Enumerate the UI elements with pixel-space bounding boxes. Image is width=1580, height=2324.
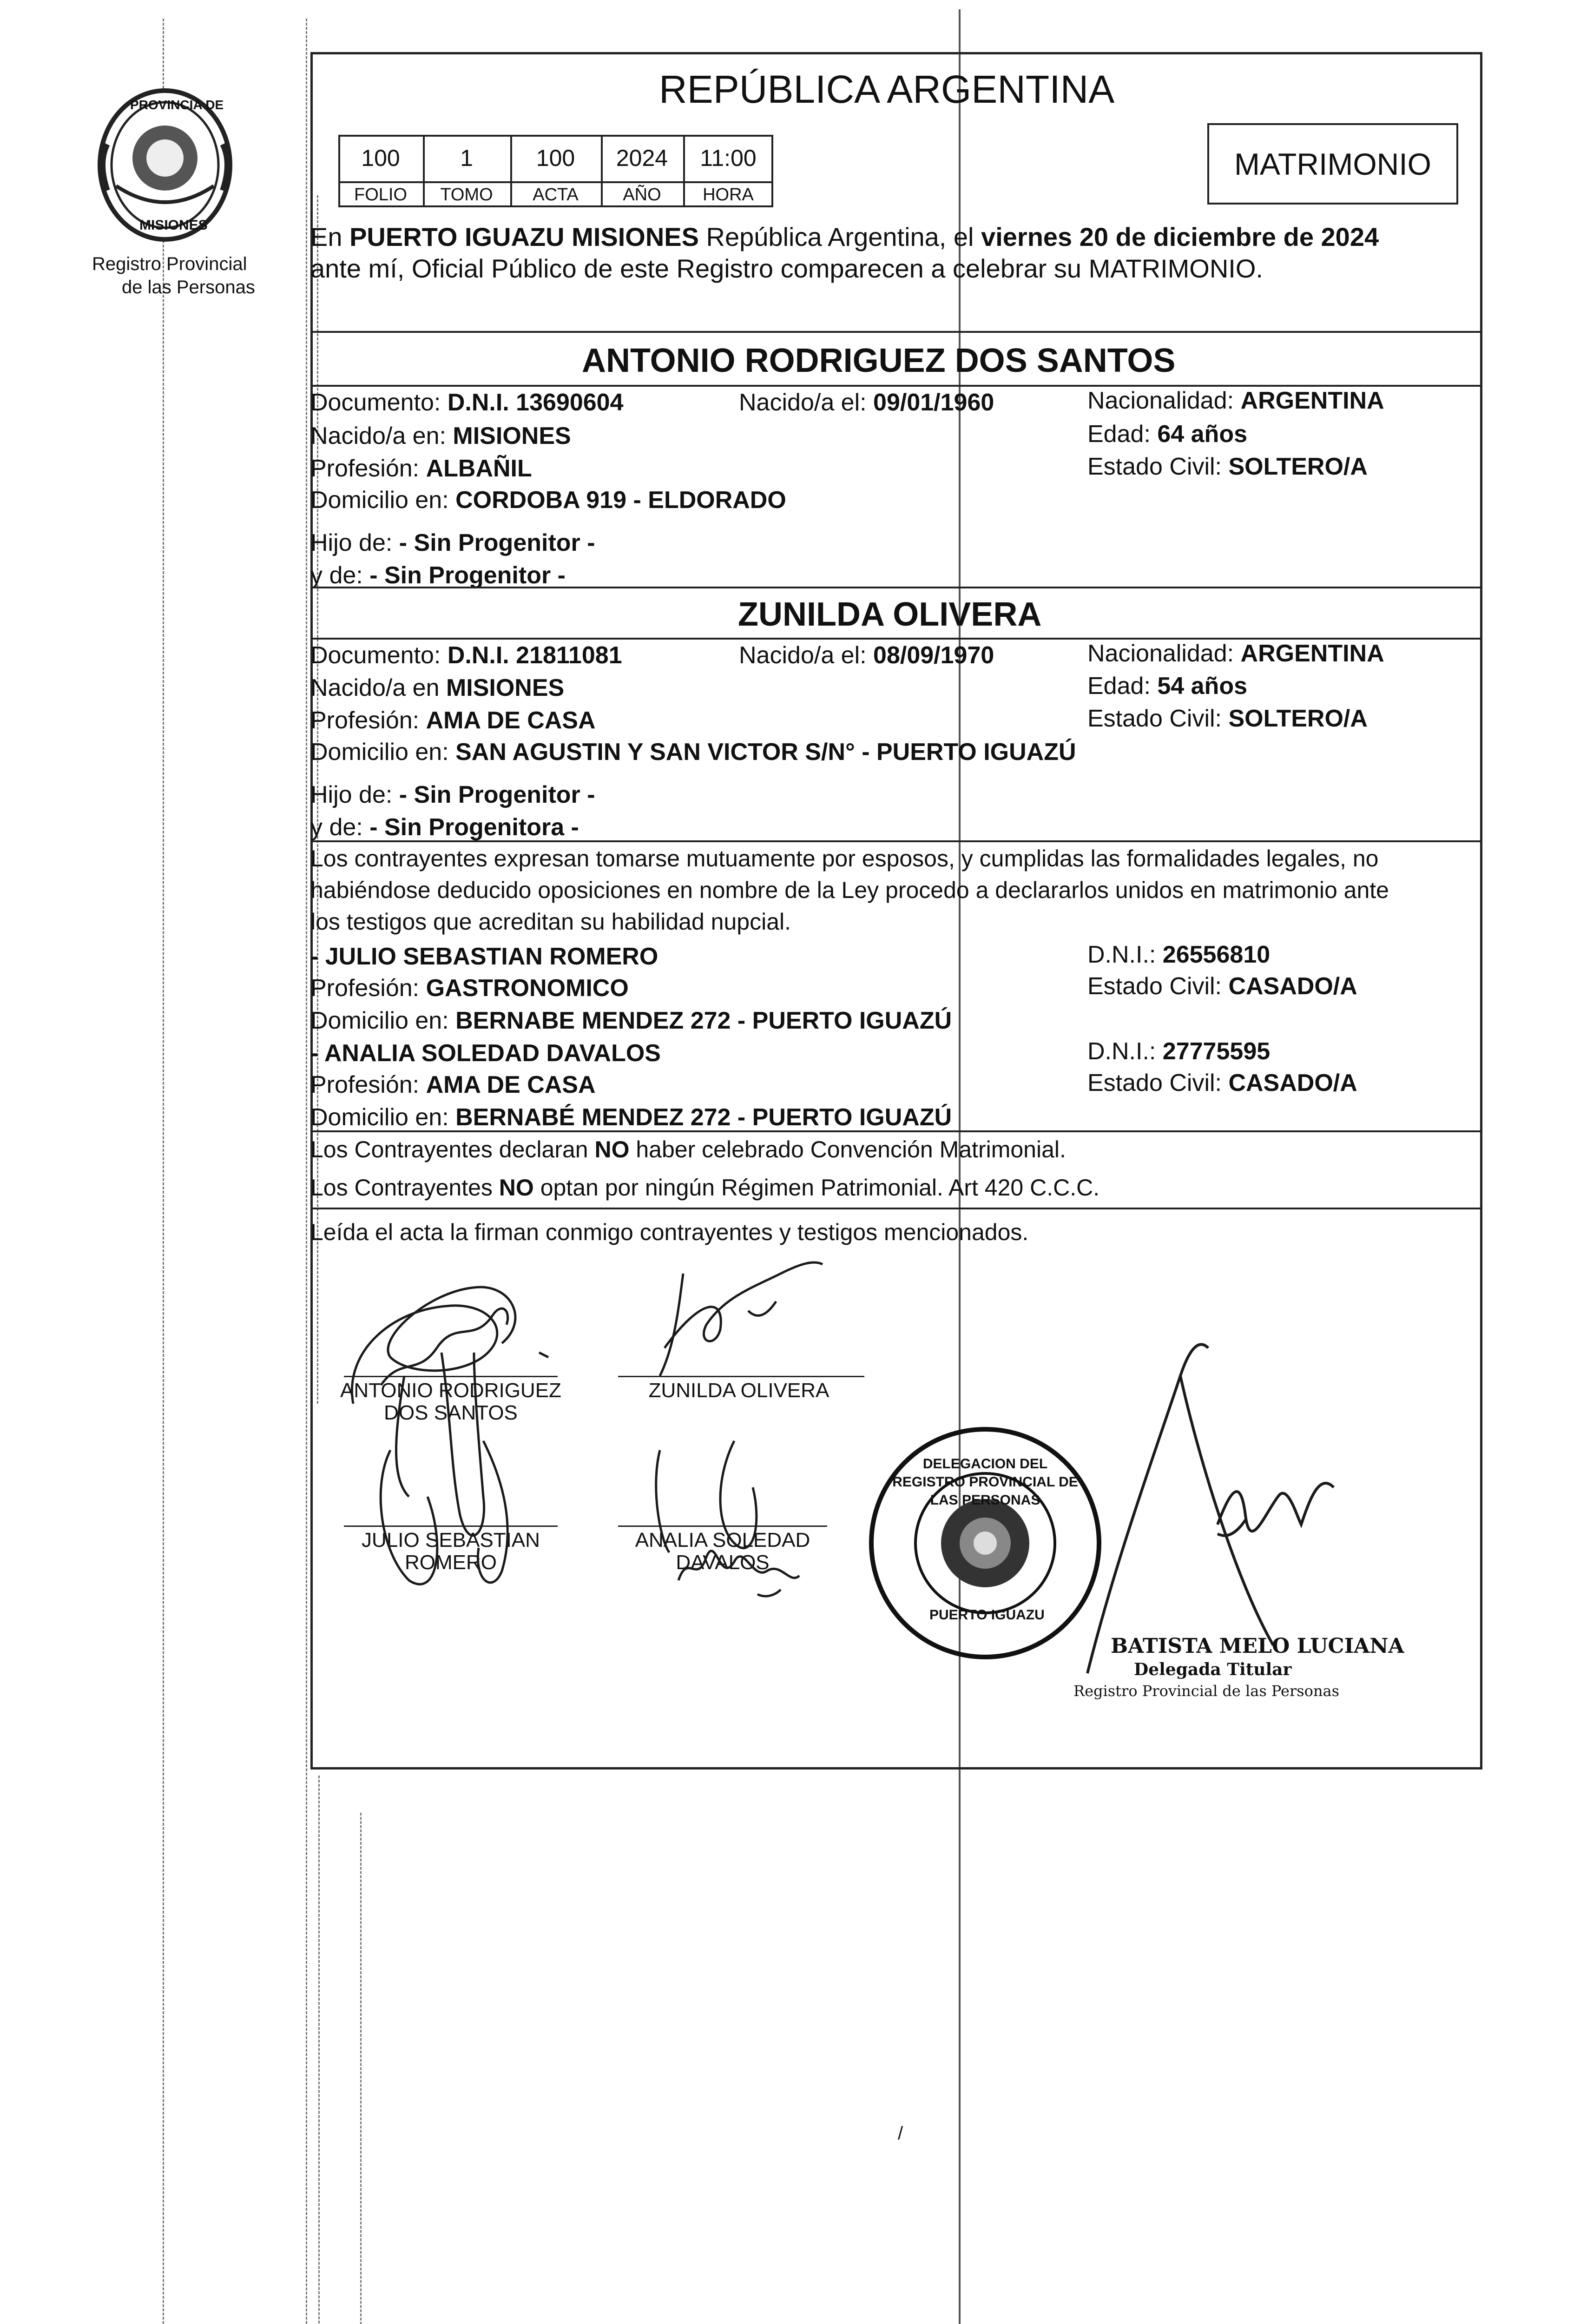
- field-value: BERNABE MENDEZ 272 - PUERTO IGUAZÚ: [455, 1007, 952, 1034]
- signature-label-line: ZUNILDA OLIVERA: [648, 1379, 830, 1402]
- field-value: CASADO/A: [1228, 1070, 1357, 1096]
- registry-label-line2: de las Personas: [122, 277, 255, 297]
- acta-label: ACTA: [533, 185, 579, 205]
- field-label: Domicilio en:: [310, 487, 456, 514]
- bride-nationality: [1087, 641, 1384, 666]
- doc-type-label: MATRIMONIO: [1234, 146, 1432, 181]
- field-value: ARGENTINA: [1240, 640, 1384, 667]
- field-value: SAN AGUSTIN Y SAN VICTOR S/N° - PUERTO IGUAZÚ: [455, 739, 1076, 766]
- folio-value: 100: [361, 145, 400, 171]
- field-value: 08/09/1970: [873, 642, 994, 669]
- field-label: Edad:: [1087, 673, 1158, 700]
- field-label: y de:: [310, 814, 370, 841]
- field-value: CASADO/A: [1228, 973, 1357, 1000]
- field-value: - Sin Progenitor -: [399, 781, 595, 808]
- page-title: REPÚBLICA ARGENTINA: [659, 67, 1115, 111]
- groom-address: [310, 488, 786, 512]
- field-label: Edad:: [1087, 421, 1158, 448]
- field-label: Estado Civil:: [1087, 453, 1229, 480]
- regime-line-2: [310, 1176, 1099, 1199]
- field-value: MISIONES: [446, 674, 565, 701]
- witness-2-signature: [641, 1432, 855, 1618]
- field-label: Profesión:: [310, 975, 426, 1002]
- field-value: GASTRONOMICO: [426, 975, 629, 1002]
- field-label: Estado Civil:: [1087, 973, 1229, 1000]
- seal-top-text: PROVINCIA DE: [130, 98, 224, 112]
- section-divider: [310, 331, 1482, 333]
- bride-parent-1: [310, 783, 595, 807]
- field-value: - Sin Progenitor -: [369, 562, 566, 589]
- official-role: Delegada Titular: [1134, 1660, 1292, 1679]
- intro-part-3: República Argentina, el: [699, 222, 981, 251]
- witness-2-profession: [310, 1073, 596, 1097]
- scan-dashed-line: [360, 1813, 362, 2324]
- regime-text: Los Contrayentes: [310, 1175, 499, 1201]
- bride-document: [310, 643, 622, 667]
- closing-statement: Leída el acta la firman conmigo contrayentes y testigos mencionados.: [310, 1219, 1029, 1245]
- section-divider: [310, 1208, 1482, 1209]
- field-label: Documento:: [310, 642, 448, 669]
- intro-line-2: ante mí, Oficial Público de este Registro comparecen a celebrar su MATRIMONIO.: [310, 254, 1263, 283]
- field-value: - Sin Progenitora -: [369, 814, 579, 841]
- witness-2-address: [310, 1105, 952, 1129]
- field-value: ARGENTINA: [1240, 387, 1384, 414]
- scan-dashed-line: [306, 19, 307, 2324]
- field-label: Profesión:: [310, 1071, 426, 1098]
- declaration-line-2: habiéndose deducido oposiciones en nombre de la Ley procedo a declararlos unidos en matrimonio ante: [310, 877, 1389, 903]
- field-label: Domicilio en:: [310, 739, 456, 766]
- regime-emphasis: NO: [594, 1136, 630, 1162]
- field-label: Profesión:: [310, 707, 426, 734]
- field-label: D.N.I.:: [1087, 1038, 1163, 1065]
- bride-birthplace: [310, 676, 564, 700]
- field-value: 26556810: [1162, 941, 1271, 968]
- witness-2-name: - ANALIA SOLEDAD DAVALOS: [310, 1040, 661, 1067]
- regime-emphasis: NO: [499, 1175, 534, 1201]
- section-divider: [310, 1130, 1482, 1132]
- field-value: AMA DE CASA: [426, 1071, 596, 1098]
- witness-1-address: [310, 1009, 952, 1033]
- field-value: SOLTERO/A: [1228, 705, 1368, 732]
- groom-nationality: [1087, 389, 1384, 413]
- acta-value: 100: [536, 145, 575, 171]
- bride-address: [310, 740, 1076, 764]
- scan-dashed-line: [318, 1776, 320, 2324]
- field-label: Domicilio en:: [310, 1104, 456, 1131]
- intro-date: viernes 20 de diciembre de 2024: [981, 222, 1379, 251]
- field-value: - Sin Progenitor -: [399, 529, 595, 556]
- field-label: Estado Civil:: [1087, 705, 1229, 732]
- scan-dashed-line: [163, 19, 164, 2324]
- intro-part-1: En: [310, 222, 350, 251]
- intro-place: PUERTO IGUAZU MISIONES: [349, 222, 699, 251]
- field-label: Hijo de:: [310, 529, 399, 556]
- bride-name: ZUNILDA OLIVERA: [738, 596, 1042, 633]
- field-value: D.N.I. 21811081: [447, 642, 622, 669]
- field-value: 09/01/1960: [873, 389, 994, 416]
- field-value: AMA DE CASA: [426, 707, 596, 734]
- signature-label-line: JULIO SEBASTIAN: [362, 1529, 540, 1552]
- declaration-line-3: los testigos que acreditan su habilidad nupcial.: [310, 909, 791, 935]
- field-label: Nacido/a el:: [739, 642, 874, 669]
- bride-profession: [310, 708, 596, 733]
- regime-text: optan por ningún Régimen Patrimonial. Art 420 C.C.C.: [533, 1175, 1100, 1201]
- section-divider: [310, 638, 1482, 640]
- groom-age: [1087, 422, 1247, 446]
- groom-parent-2: [310, 563, 566, 588]
- field-label: Domicilio en:: [310, 1007, 456, 1034]
- tomo-value: 1: [460, 145, 473, 171]
- signature-label-line: ANALIA SOLEDAD: [635, 1529, 810, 1552]
- intro-line-1: [310, 224, 1379, 250]
- witness-1-name: - JULIO SEBASTIAN ROMERO: [310, 943, 658, 970]
- groom-profession: [310, 456, 532, 481]
- bride-signature: [646, 1255, 841, 1385]
- witness-1-profession: [310, 976, 629, 1000]
- field-value: BERNABÉ MENDEZ 272 - PUERTO IGUAZÚ: [455, 1104, 952, 1131]
- seal-ring-text: DELEGACION DEL REGISTRO PROVINCIAL DE LAS PERSONAS: [892, 1456, 1078, 1508]
- declaration-line-1: Los contrayentes expresan tomarse mutuamente por esposos, y cumplidas las formalidades legales, no: [310, 845, 1379, 872]
- groom-civil-status: [1087, 455, 1368, 479]
- witness-2-dni: [1087, 1039, 1270, 1063]
- field-value: SOLTERO/A: [1228, 453, 1368, 480]
- year-label: AÑO: [623, 185, 661, 205]
- groom-birthdate: [739, 390, 994, 415]
- groom-name: ANTONIO RODRIGUEZ DOS SANTOS: [582, 342, 1176, 379]
- signature-label-line: ANTONIO RODRIGUEZ: [340, 1379, 561, 1402]
- witness-1-dni: [1087, 943, 1270, 967]
- hour-value: 11:00: [700, 145, 757, 171]
- folio-label: FOLIO: [354, 185, 408, 205]
- groom-birthplace: [310, 424, 571, 448]
- bride-parent-2: [310, 815, 579, 839]
- field-label: y de:: [310, 562, 370, 589]
- field-value: ALBAÑIL: [426, 455, 532, 482]
- section-divider: [310, 587, 1482, 588]
- section-divider: [310, 840, 1482, 842]
- field-value: 54 años: [1157, 673, 1247, 700]
- year-value: 2024: [616, 145, 668, 171]
- field-label: Estado Civil:: [1087, 1070, 1229, 1096]
- province-seal: [88, 88, 242, 242]
- field-label: Profesión:: [310, 455, 426, 482]
- field-value: CORDOBA 919 - ELDORADO: [455, 487, 786, 514]
- field-value: 27775595: [1162, 1038, 1271, 1065]
- field-label: Nacionalidad:: [1087, 640, 1241, 667]
- section-divider: [310, 385, 1482, 387]
- signature-label-line: DOS SANTOS: [384, 1401, 518, 1425]
- field-label: Nacido/a en:: [310, 423, 453, 449]
- field-label: Nacido/a en: [310, 674, 446, 701]
- field-value: MISIONES: [453, 423, 571, 449]
- groom-parent-1: [310, 531, 595, 555]
- field-label: Documento:: [310, 389, 448, 416]
- bride-civil-status: [1087, 706, 1368, 731]
- field-value: 64 años: [1157, 421, 1247, 448]
- registry-label-line1: Registro Provincial: [92, 254, 247, 274]
- signature-label-line: DAVALOS: [676, 1551, 770, 1574]
- regime-text: haber celebrado Convención Matrimonial.: [629, 1136, 1066, 1162]
- field-label: D.N.I.:: [1087, 941, 1163, 968]
- official-signature: [1060, 1320, 1357, 1683]
- groom-document: [310, 390, 624, 415]
- field-value: D.N.I. 13690604: [447, 389, 624, 416]
- field-label: Nacionalidad:: [1087, 387, 1241, 414]
- bride-age: [1087, 674, 1247, 698]
- regime-line-1: [310, 1138, 1066, 1161]
- bride-birthdate: [739, 643, 994, 667]
- seal-bottom-text: MISIONES: [139, 218, 208, 233]
- scan-mark: /: [898, 2123, 903, 2144]
- regime-text: Los Contrayentes declaran: [310, 1136, 595, 1162]
- seal-city-text: PUERTO IGUAZU: [929, 1607, 1045, 1623]
- witness-2-civil-status: [1087, 1071, 1357, 1095]
- signature-label-line: ROMERO: [405, 1551, 497, 1574]
- field-label: Hijo de:: [310, 781, 399, 808]
- doc-type-box: [1207, 123, 1458, 205]
- hour-label: HORA: [703, 185, 754, 205]
- witness-1-civil-status: [1087, 974, 1357, 998]
- witness-1-signature: [362, 1432, 558, 1594]
- official-name: BATISTA MELO LUCIANA: [1111, 1634, 1404, 1658]
- tomo-label: TOMO: [440, 185, 493, 205]
- official-institution: Registro Provincial de las Personas: [1073, 1682, 1340, 1700]
- field-label: Nacido/a el:: [739, 389, 874, 416]
